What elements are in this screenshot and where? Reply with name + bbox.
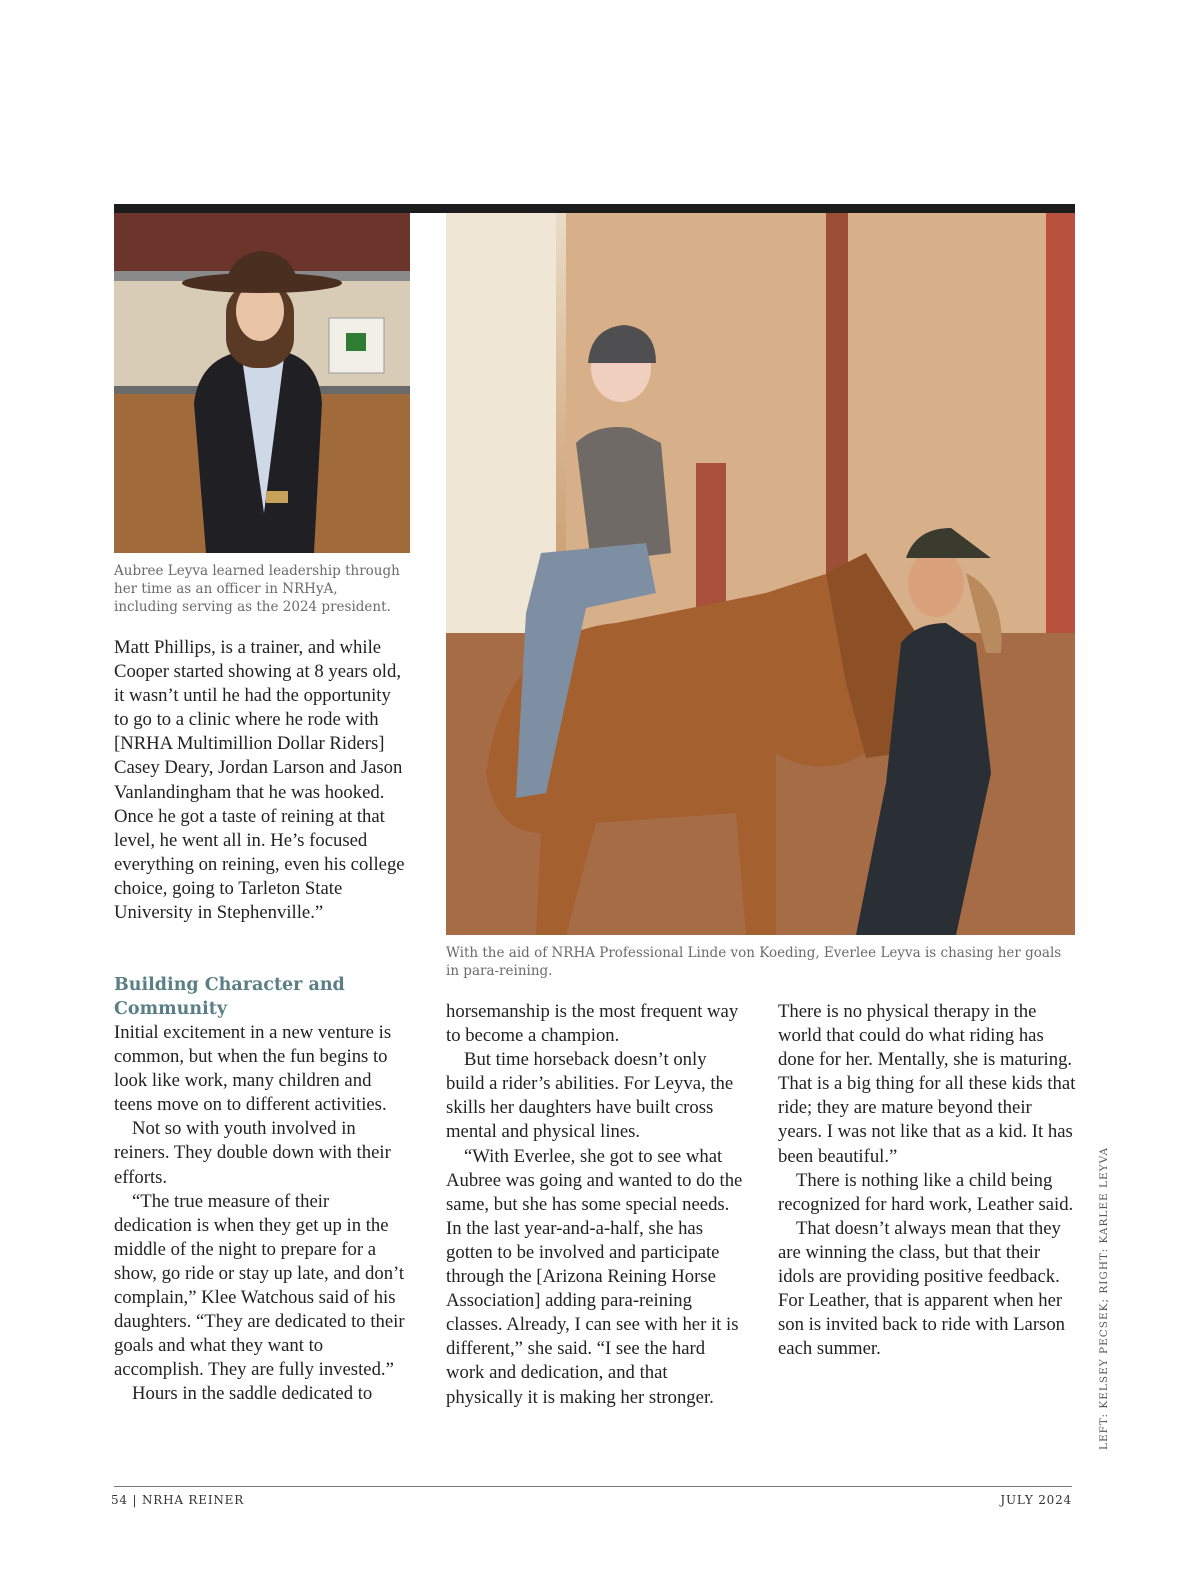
footer-page-number: 54 | NRHA REINER	[111, 1493, 245, 1507]
column-3	[778, 1000, 1078, 1361]
paragraph: That doesn’t always mean that they are winning the class, but that their idols are providing positive feedback. For Leather, that is apparent when her son is invited back to ride with Larson each summer.	[778, 1217, 1066, 1360]
section-subhead: Building Character and Community	[114, 975, 345, 1019]
photo-credit: LEFT: KELSEY PECSEK; RIGHT: KARLEE LEYVA	[1098, 1146, 1110, 1450]
column-1	[114, 1021, 410, 1407]
left-photo-caption: Aubree Leyva learned leadership through her time as an officer in NRHyA, including serving as the 2024 president.	[114, 563, 400, 615]
paragraph: horsemanship is the most frequent way to become a champion.	[446, 1001, 739, 1047]
paragraph: Initial excitement in a new venture is common, but when the fun begins to look like work, many children and teens move on to different activities.	[114, 1022, 392, 1116]
paragraph: There is no physical therapy in the world that could do what riding has done for her. Mentally, she is maturing. That is a big thing for all these kids that ride; they are mature beyond their years. I was not like that as a kid. It has been beautiful.”	[778, 1001, 1076, 1167]
photo-aubree-leyva	[114, 213, 410, 553]
top-rule	[114, 204, 1075, 213]
footer-issue-date: JULY 2024	[1000, 1493, 1072, 1507]
footer-rule	[114, 1486, 1072, 1487]
paragraph: Not so with youth involved in reiners. They double down with their efforts.	[114, 1118, 391, 1188]
right-photo-caption: With the aid of NRHA Professional Linde von Koeding, Everlee Leyva is chasing her goals in para-reining.	[446, 945, 1062, 979]
paragraph: Hours in the saddle dedicated to	[132, 1383, 373, 1405]
paragraph: There is nothing like a child being recognized for hard work, Leather said.	[778, 1169, 1074, 1215]
column-2	[446, 1000, 746, 1410]
column-1-intro	[114, 636, 410, 925]
paragraph: But time horseback doesn’t only build a rider’s abilities. For Leyva, the skills her daughters have built cross mental and physical lines.	[446, 1049, 734, 1143]
paragraph: Matt Phillips, is a trainer, and while Cooper started showing at 8 years old, it wasn’t until he had the opportunity to go to a clinic where he rode with [NRHA Multimillion Dollar Riders] Casey Deary, Jordan Larson and Jason Vanlandingham that he was hooked. Once he got a taste of reining at that level, he went all in. He’s focused everything on reining, even his college choice, going to Tarleton State University in Stephenville.”	[114, 637, 405, 924]
paragraph: “With Everlee, she got to see what Aubree was going and wanted to do the same, but she has some special needs. In the last year-and-a-half, she has gotten to be involved and participate through the [Arizona Reining Horse Association] adding para-reining classes. Already, I can see with her it is different,” she said. “I see the hard work and dedication, and that physically it is making her stronger.	[446, 1145, 743, 1408]
photo-everlee-leyva-riding	[446, 213, 1075, 935]
paragraph: “The true measure of their dedication is when they get up in the middle of the night to prepare for a show, go ride or stay up late, and don’t complain,” Klee Watchous said of his daughters. “They are dedicated to their goals and what they want to accomplish. They are fully invested.”	[114, 1190, 405, 1381]
